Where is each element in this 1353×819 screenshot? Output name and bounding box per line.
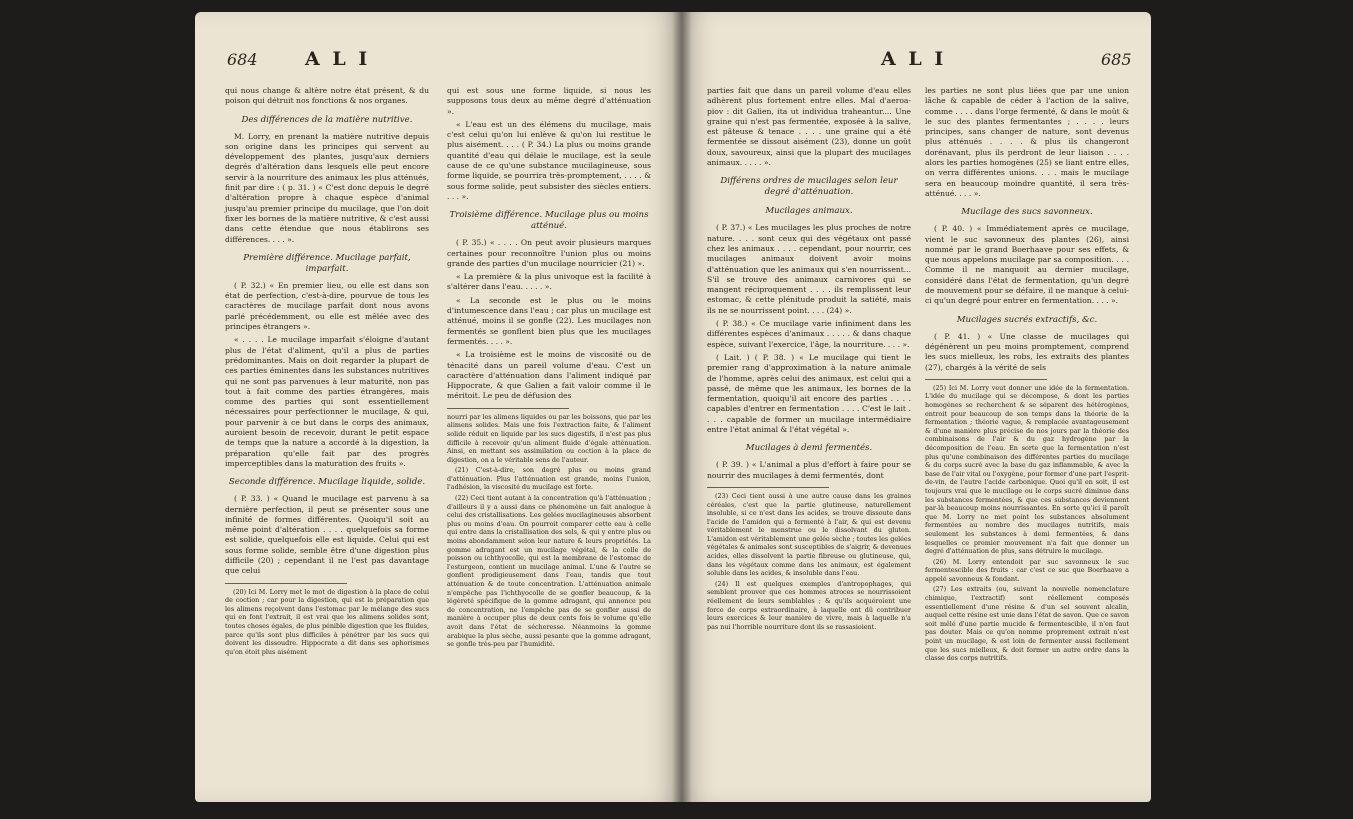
- footnote: (26) M. Lorry entendoit par suc savonneux le suc fermentescible des fruits : car c'est ce suc que Boerhaave a appelé savonneux & fondant.: [925, 557, 1129, 583]
- paragraph: ( P. 32.) « En premier lieu, ou elle est dans son état de perfection, c'est-à-dire, pourvue de tous les caractères de mucilage parfait dont nous avons parlé précédemment, ou elle est mêlée avec des principes étrangers ».: [225, 280, 429, 332]
- paragraph: ( P. 33. ) « Quand le mucilage est parvenu à sa dernière perfection, il peut se présenter sous une infinité de formes différentes. Quoiqu'il soit au même point d'altération . . . . quelquefois sa forme est solide, quelquefois elle est liquide. Celui qui est sous forme solide, semble être d'une digestion plus difficile (20) ; cependant il ne l'est pas davantage que celui: [225, 494, 429, 576]
- footnote: (20) Ici M. Lorry met le mot de digestion à la place de celui de coction ; car pour la digestion, qui est la préparation que les alimens reçoivent dans l'estomac par le mélange des sucs qui en font l'extrait, il est vrai que les alimens solides sont, toutes choses égales, de plus pénible digestion que les fluides, parce qu'ils sont plus difficiles à pénétrer par les sucs qui doivent les dissoudre. Hippocrate a dit dans ses aphorismes qu'on étoit plus aisément: [225, 587, 429, 656]
- footnote: (22) Ceci tient autant à la concentration qu'à l'atténuation ; d'ailleurs il y a aussi dans ce phénomène un fait analogue à celui des cristallisations. Les gelées mucilagineuses absorbent plus ou moins d'eau. On pourroit comparer cette eau à celle qui entre dans la cristallisation des sels, & qui y entre plus ou moins abondamment selon leur nature & leurs propriétés. La gomme adragant est un mucilage végétal, & la colle de poisson ou ichthyocolle, qui est la membrane de l'estomac de l'esturgeon, contient un mucilage animal. L'une & l'autre se gonflent prodigieusement dans l'eau, tandis que tout atténuation & de toute concentration. L'atténuation animale n'empêche pas l'ichthyocolle de se gonfler beaucoup, & la légèreté spécifique de la gomme adragant, qui annonce peu de concentration, ne l'empêche pas de se gonfler aussi de manière à occuper plus de deux cents fois le volume qu'elle avoit dans l'état de sécheresse. Néanmoins la gomme arabique la plus sèche, aussi pesante que la gomme adragant, se gonfle très-peu par l'humidité.: [447, 494, 651, 649]
- left-page: [195, 12, 681, 802]
- paragraph: ( P. 35.) « . . . . On peut avoir plusieurs marques certaines pour reconnoître l'union plus ou moins grande des parties d'un mucilage nourricier (21) ».: [447, 238, 651, 268]
- footnote: (23) Ceci tient aussi à une autre cause dans les graines céréales, c'est que la partie glutineuse, naturellement insoluble, si ce n'est dans les acides, se trouve dissoute dans l'acide de l'amidon qui a fermenté à l'air, & qui est devenu véritablement le menstrue ou le dissolvant du gluten. L'amidon est véritablement une gelée sèche ; toutes les gelées végétales & animales sont susceptibles de s'aigrir, & devenues acides, elles dissolvent la partie fibreuse ou glutineuse, qui, dans les végétaux comme dans les animaux, est également soluble dans les acides, & insoluble dans l'eau.: [707, 491, 911, 578]
- section-heading: Mucilages à demi fermentés.: [745, 443, 873, 454]
- paragraph: ( P. 40. ) « Immédiatement après ce mucilage, vient le suc savonneux des plantes (26), ainsi nommé par le grand Boerhaave pour ses effets, & que nous appelons mucilage par sa composition. . . . Comme il ne manquoit au dernier mucilage, considéré dans l'état de fermentation, qu'un degré de mouvement pour se défaire, il ne manque à celui-ci qu'un degré pour entrer en fermentation. . . . ».: [925, 224, 1129, 306]
- section-heading: Des différences de la matière nutritive.: [241, 114, 413, 125]
- footnotes: [707, 492, 911, 632]
- footnote-rule: [707, 487, 829, 488]
- paragraph: ( P. 37.) « Les mucilages les plus proches de notre nature. . . . sont ceux qui des végétaux ont passé chez les animaux . . . . cependant, pour nourrir, ces mucilages animaux doivent avoir moins d'atténuation que les animaux qui s'en nourrissent... S'il se trouve des animaux carnivores qui se mangent réciproquement . . . . ils remplissent leur estomac, & cette plénitude produit la satiété, mais ils ne se nourrissent point. . . . (24) ».: [707, 223, 911, 315]
- section-heading: Seconde différence. Mucilage liquide, solide.: [228, 477, 426, 488]
- footnote: (27) Les extraits (ou, suivant la nouvelle nomenclature chimique, l'extractif) sont réellement composés essentiellement d'une résine & d'un sel souvent alcalin, auquel cette résine est unie dans l'état de savon. Que ce savon soit mêlé d'une partie mucide & fermentescible, il n'en faut pas douter. Mais ce qu'on nomme proprement extrait n'est point un mucilage, & est loin de fermenter aussi facilement que les sucs mielleux, & doit former un autre ordre dans la classe des corps nutritifs.: [925, 585, 1129, 663]
- footnote: (24) Il est quelques exemples d'antropophages, qui semblent prouver que ces hommes atroces se nourrissoient réellement de leurs semblables ; & qu'ils acquéroient une force de corps extraordinaire, à laquelle ont dû contribuer leurs exercices & leur manière de vivre, mais à laquelle n'a pas nui l'horrible nourriture dont ils se rassasioient.: [707, 579, 911, 631]
- paragraph: « La première & la plus univoque est la facilité à s'altérer dans l'eau. . . . . ».: [447, 272, 651, 292]
- running-head-right: A L I: [881, 48, 947, 70]
- footnote-rule: [225, 583, 347, 584]
- footnote-rule: [447, 408, 569, 409]
- footnotes: [225, 588, 429, 657]
- paragraph: qui nous change & altère notre état présent, & du poison qui détruit nos fonctions & nos organes.: [225, 86, 429, 106]
- right-page-column-2: [925, 86, 1129, 665]
- section-heading: Mucilage des sucs savonneux.: [961, 207, 1093, 218]
- paragraph: ( Lait. ) ( P. 38. ) « Le mucilage qui tient le premier rang d'approximation à la nature animale de l'homme, après celui des animaux, est celui qui a passé, de même que les animaux, les bornes de la fermentation, quoiqu'il ait encore des parties . . . . capables d'entrer en fermentation . . . . C'est le lait . . . . capable de former un mucilage intermédiaire entre l'état animal & l'état végétal ».: [707, 352, 911, 435]
- paragraph: « . . . . Le mucilage imparfait s'éloigne d'autant plus de l'état d'aliment, qu'il a plus de parties prédominantes. Mais on doit regarder la plupart de ces parties éminentes dans les substances nutritives qui ne sont pas parvenues à leur maturité, non pas tout à fait comme des parties étrangères, mais comme des parties qui sont essentiellement nécessaires pour perfectionner le mucilage, & qui, pour parvenir à ce but dans le corps des animaux, auroient besoin de recevoir, durant le petit espace de temps que la nature a accordé à la digestion, la préparation qu'elle fait par des progrès imperceptibles dans la maturation des fruits ».: [225, 335, 429, 468]
- running-head-left: A L I: [305, 48, 371, 70]
- footnotes: [447, 413, 651, 649]
- page-number-right: 685: [1101, 50, 1132, 69]
- paragraph: ( P. 38.) « Ce mucilage varie infiniment dans les différentes espèces d'animaux . . . . . & dans chaque espèce, suivant l'exercice, l'âge, la nourriture. . . . ».: [707, 319, 911, 349]
- right-page: [681, 12, 1151, 802]
- paragraph: ( P. 39. ) « L'animal a plus d'effort à faire pour se nourrir des mucilages à demi fermentés, dont: [707, 460, 911, 480]
- left-page-column-2: [447, 86, 651, 651]
- paragraph: ( P. 41. ) « Une classe de mucilages qui dégénèrent un peu moins promptement, comprend les sucs mielleux, les robs, les extraits des plantes (27), chargés à la vérité de sels: [925, 331, 1129, 372]
- footnotes: [925, 384, 1129, 663]
- paragraph: qui est sous une forme liquide, si nous les supposons tous deux au même degré d'atténuation ».: [447, 86, 651, 116]
- footnote: (21) C'est-à-dire, son degré plus ou moins grand d'atténuation. Plus l'atténuation est grande, moins l'union, l'adhésion, la viscosité du mucilage est forte.: [447, 466, 651, 492]
- paragraph: « La seconde est le plus ou le moins d'intumescence dans l'eau ; car plus un mucilage est atténué, moins il se gonfle (22). Les mucilages non fermentés se gonflent bien plus que les mucilages fermentés. . . . ».: [447, 295, 651, 346]
- footnote: (25) Ici M. Lorry veut donner une idée de la fermentation. L'idée du mucilage qui se décompose, & dont les parties homogènes se recherchent & se séparent des hétérogènes, entroit pour beaucoup de son temps dans la théorie de la fermentation ; théorie vague, & remplacée avantageusement & d'une manière plus précise de nos jours par la théorie des combinaisons de l'air & du gaz hydrogène par la décomposition de l'eau. En sorte que la fermentation n'est plus qu'une combinaison des différentes parties du mucilage & du corps sucré avec la base du gaz inflammable, & avec la base de l'air vital ou l'oxygène, pour former d'une part l'esprit-de-vin, de l'autre l'acide carbonique. Quoi qu'il en soit, il est toujours vrai que le mucilage ou le corps sucré diminue dans les substances fermentées, & que ces substances deviennent par-là beaucoup moins nourrissantes. En sorte qu'ici il paroît que M. Lorry ne met point les substances absolument fermentées au nombre des mucilages nutritifs, mais seulement les substances à demi fermentées, & dans lesquelles ce premier mouvement n'a fait que donner un degré d'atténuation de plus, sans détruire le mucilage.: [925, 383, 1130, 556]
- section-heading: Première différence. Mucilage parfait, imparfait.: [243, 252, 411, 274]
- right-page-column-1: [707, 86, 911, 633]
- paragraph: « La troisième est le moins de viscosité ou de ténacité dans un pareil volume d'eau. C'est un caractère d'atténuation dans l'aliment indiqué par Hippocrate, & que Galien a fait valoir comme il le méritoit. Le peu de défusion des: [447, 350, 651, 401]
- page-number-left: 684: [227, 50, 258, 69]
- section-heading: Mucilages sucrés extractifs, &c.: [956, 314, 1098, 325]
- paragraph: parties fait que dans un pareil volume d'eau elles adhèrent plus fortement entre elles. Mal d'aeroa-piov : dit Galien, ita ut individua traheantur.... Une graine qui n'est pas fermentée, exposée à la salive, est pâteuse & tenace . . . . une graine qui a été fermentée se dissout aisément (23), donne un goût doux, savoureux, ainsi que la plupart des mucilages animaux. . . . . ».: [707, 86, 911, 168]
- book-gutter: [672, 12, 692, 802]
- section-heading: Différens ordres de mucilages selon leur degré d'atténuation.: [720, 176, 898, 198]
- paragraph: « L'eau est un des élémens du mucilage, mais c'est celui qu'on lui enlève & qu'on lui restitue le plus aisément. . . . ( P. 34.) La plus ou moins grande quantité d'eau qui délaie le mucilage, est la seule cause de ce qu'une substance mucilagineuse, sous forme liquide, se pourrira très-promptement, . . . . & sous forme solide, peut subsister des siècles entiers. . . . ».: [447, 119, 651, 201]
- left-page-column-1: [225, 86, 429, 658]
- section-heading: Mucilages animaux.: [765, 206, 853, 217]
- footnote-rule: [925, 379, 1047, 380]
- paragraph: M. Lorry, en prenant la matière nutritive depuis son origine dans les principes qui servent au développement des plantes, jusqu'aux derniers degrés d'altération dans lesquels elle peut encore servir à la nourriture des animaux les plus atténués, finit par dire : ( p. 31. ) « C'est donc depuis le degré d'altération propre à chaque espèce d'animal jusqu'au premier principe du mucilage, que l'on doit fixer les bornes de la matière nutritive, & c'est aussi dans cette étendue que nous établirons ses différences. . . . ».: [225, 131, 429, 244]
- paragraph: les parties ne sont plus liées que par une union lâche & capable de céder à l'action de la salive, comme . . . . dans l'orge fermenté, & dans le moût & le suc des plantes fermentantes ; . . . . leurs principes, sans changer de nature, sont devenus plus atténués . . . . & plus ils changeront dorénavant, plus ils perdront de leur liaison . . . . alors les parties homogènes (25) se liant entre elles, on verra différentes unions. . . . mais le mucilage sera en beaucoup moindre quantité, il sera très-atténué. . . . ».: [925, 86, 1129, 198]
- footnote: nourri par les alimens liquides ou par les boissons, que par les alimens solides. Mais une fois l'extraction faite, & l'aliment solide réduit en liquide par les sucs digestifs, il n'est pas plus difficile à recevoir qu'un aliment fluide d'égale atténuation. Ainsi, en mettant ses assimilation ou coction à la place de digestion, on a le véritable sens de l'auteur.: [447, 412, 651, 464]
- section-heading: Troisième différence. Mucilage plus ou moins atténué.: [449, 210, 649, 232]
